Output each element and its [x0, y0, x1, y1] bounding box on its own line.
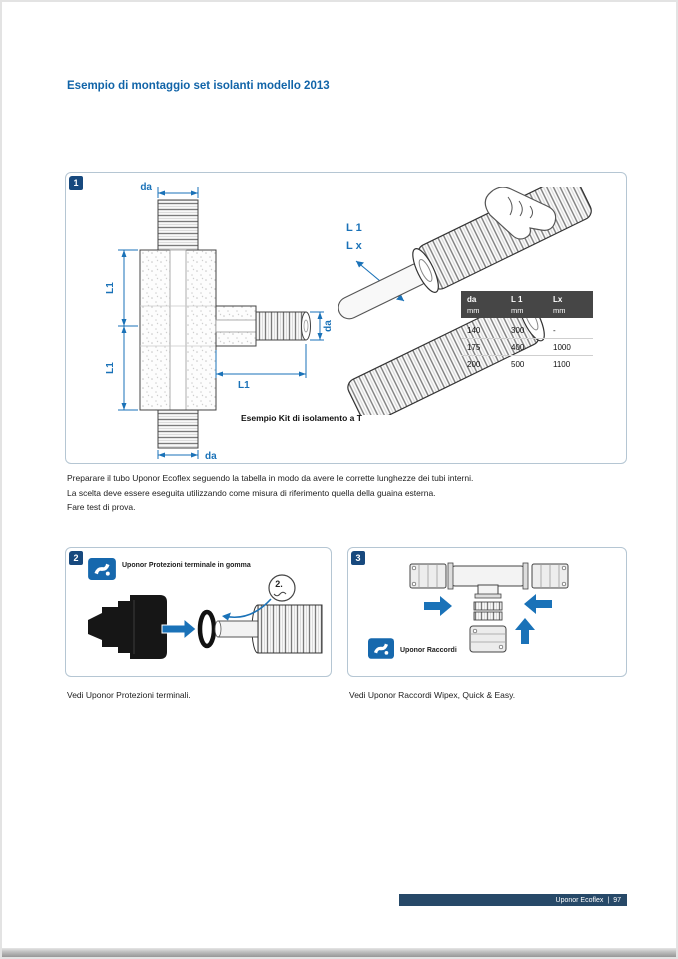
table-cell: 500	[511, 360, 525, 369]
arrow-right-icon	[424, 596, 452, 616]
table-cell: 140	[461, 318, 505, 339]
panel3-product-label: Uponor Raccordi	[400, 647, 457, 654]
tee-body	[448, 563, 528, 598]
dim-label-da-bottom: da	[205, 451, 217, 462]
dimension-da-branch	[310, 312, 324, 340]
table-row	[461, 356, 593, 373]
dim-label-L1: L 1	[346, 222, 362, 234]
dim-label-da-top: da	[140, 182, 152, 193]
panel-isolation-kit	[65, 172, 627, 464]
detail-step-label: 2.	[275, 579, 283, 589]
table-header-l1: L 1 mm	[505, 291, 547, 318]
bottom-coupler	[470, 626, 506, 652]
arrow-up-icon	[515, 618, 535, 644]
panel2-caption: Vedi Uponor Protezioni terminali.	[67, 690, 191, 700]
inner-pipe	[218, 621, 260, 637]
dimension-da-top	[158, 187, 198, 198]
step-number-badge: 3	[351, 551, 365, 565]
sleeve-parts	[474, 602, 502, 620]
table-cell: 175	[461, 339, 505, 356]
dimension-l1-lower	[118, 326, 138, 410]
intro-text-line: Fare test di prova.	[67, 502, 136, 512]
right-coupler	[532, 564, 568, 588]
table-cell: 1100	[553, 360, 571, 369]
page-bottom-shadow	[2, 948, 676, 957]
table-cell: 200	[467, 360, 481, 369]
o-ring	[200, 612, 214, 646]
arrow-right-icon	[162, 619, 196, 639]
dimension-da-bottom	[158, 450, 198, 459]
table-header-row	[461, 291, 593, 318]
page-title: Esempio di montaggio set isolanti modello 2013	[67, 80, 330, 92]
step-number-badge: 1	[69, 176, 83, 190]
panel-fittings	[347, 547, 627, 677]
dimension-l1-upper	[118, 250, 138, 326]
table-header-lx: Lx mm	[547, 291, 593, 318]
footer-page-number: 97	[613, 896, 621, 904]
intro-text-line: La scelta deve essere eseguita utilizzando come misura di riferimento quella della guaina esterna.	[67, 487, 436, 498]
table-row	[461, 318, 593, 339]
kit-caption: Esempio Kit di isolamento a T	[241, 413, 362, 423]
table-row	[461, 339, 593, 356]
dimension-l1-branch	[216, 344, 306, 378]
dim-label-da-branch: da	[323, 320, 334, 332]
table-cell: -	[547, 318, 593, 339]
footer-separator: |	[607, 896, 610, 904]
table-cell: 400	[505, 339, 547, 356]
panel3-caption: Vedi Uponor Raccordi Wipex, Quick & Easy.	[349, 690, 516, 700]
step-number-badge: 2	[69, 551, 83, 565]
tee-fitting-exploded-diagram	[354, 554, 622, 668]
table-cell: 300	[505, 318, 547, 339]
arrow-left-icon	[524, 594, 552, 614]
table-header-da: da mm	[461, 291, 505, 318]
dim-label-l1-lower: L1	[105, 362, 116, 374]
table-cell: 1000	[547, 339, 593, 356]
dimension-table	[461, 291, 593, 372]
left-coupler	[410, 564, 446, 588]
corrugated-pipe	[258, 605, 322, 653]
footer-brand: Uponor Ecoflex	[555, 896, 604, 904]
rubber-end-cap	[88, 595, 167, 659]
dim-label-l1-upper: L1	[105, 282, 116, 294]
dim-label-l1-branch: L1	[238, 380, 250, 391]
page-footer	[399, 894, 627, 906]
dim-label-Lx: L x	[346, 240, 362, 252]
uponor-logo-icon	[368, 638, 394, 659]
intro-paragraph	[67, 471, 607, 515]
panel2-product-label: Uponor Protezioni terminale in gomma	[122, 562, 251, 569]
intro-text-line: Preparare il tubo Uponor Ecoflex seguendo la tabella in modo da avere le corrette lunghezze dei tubi interni.	[67, 473, 474, 483]
end-cap-assembly-diagram	[74, 574, 326, 674]
panel-end-caps	[65, 547, 332, 677]
